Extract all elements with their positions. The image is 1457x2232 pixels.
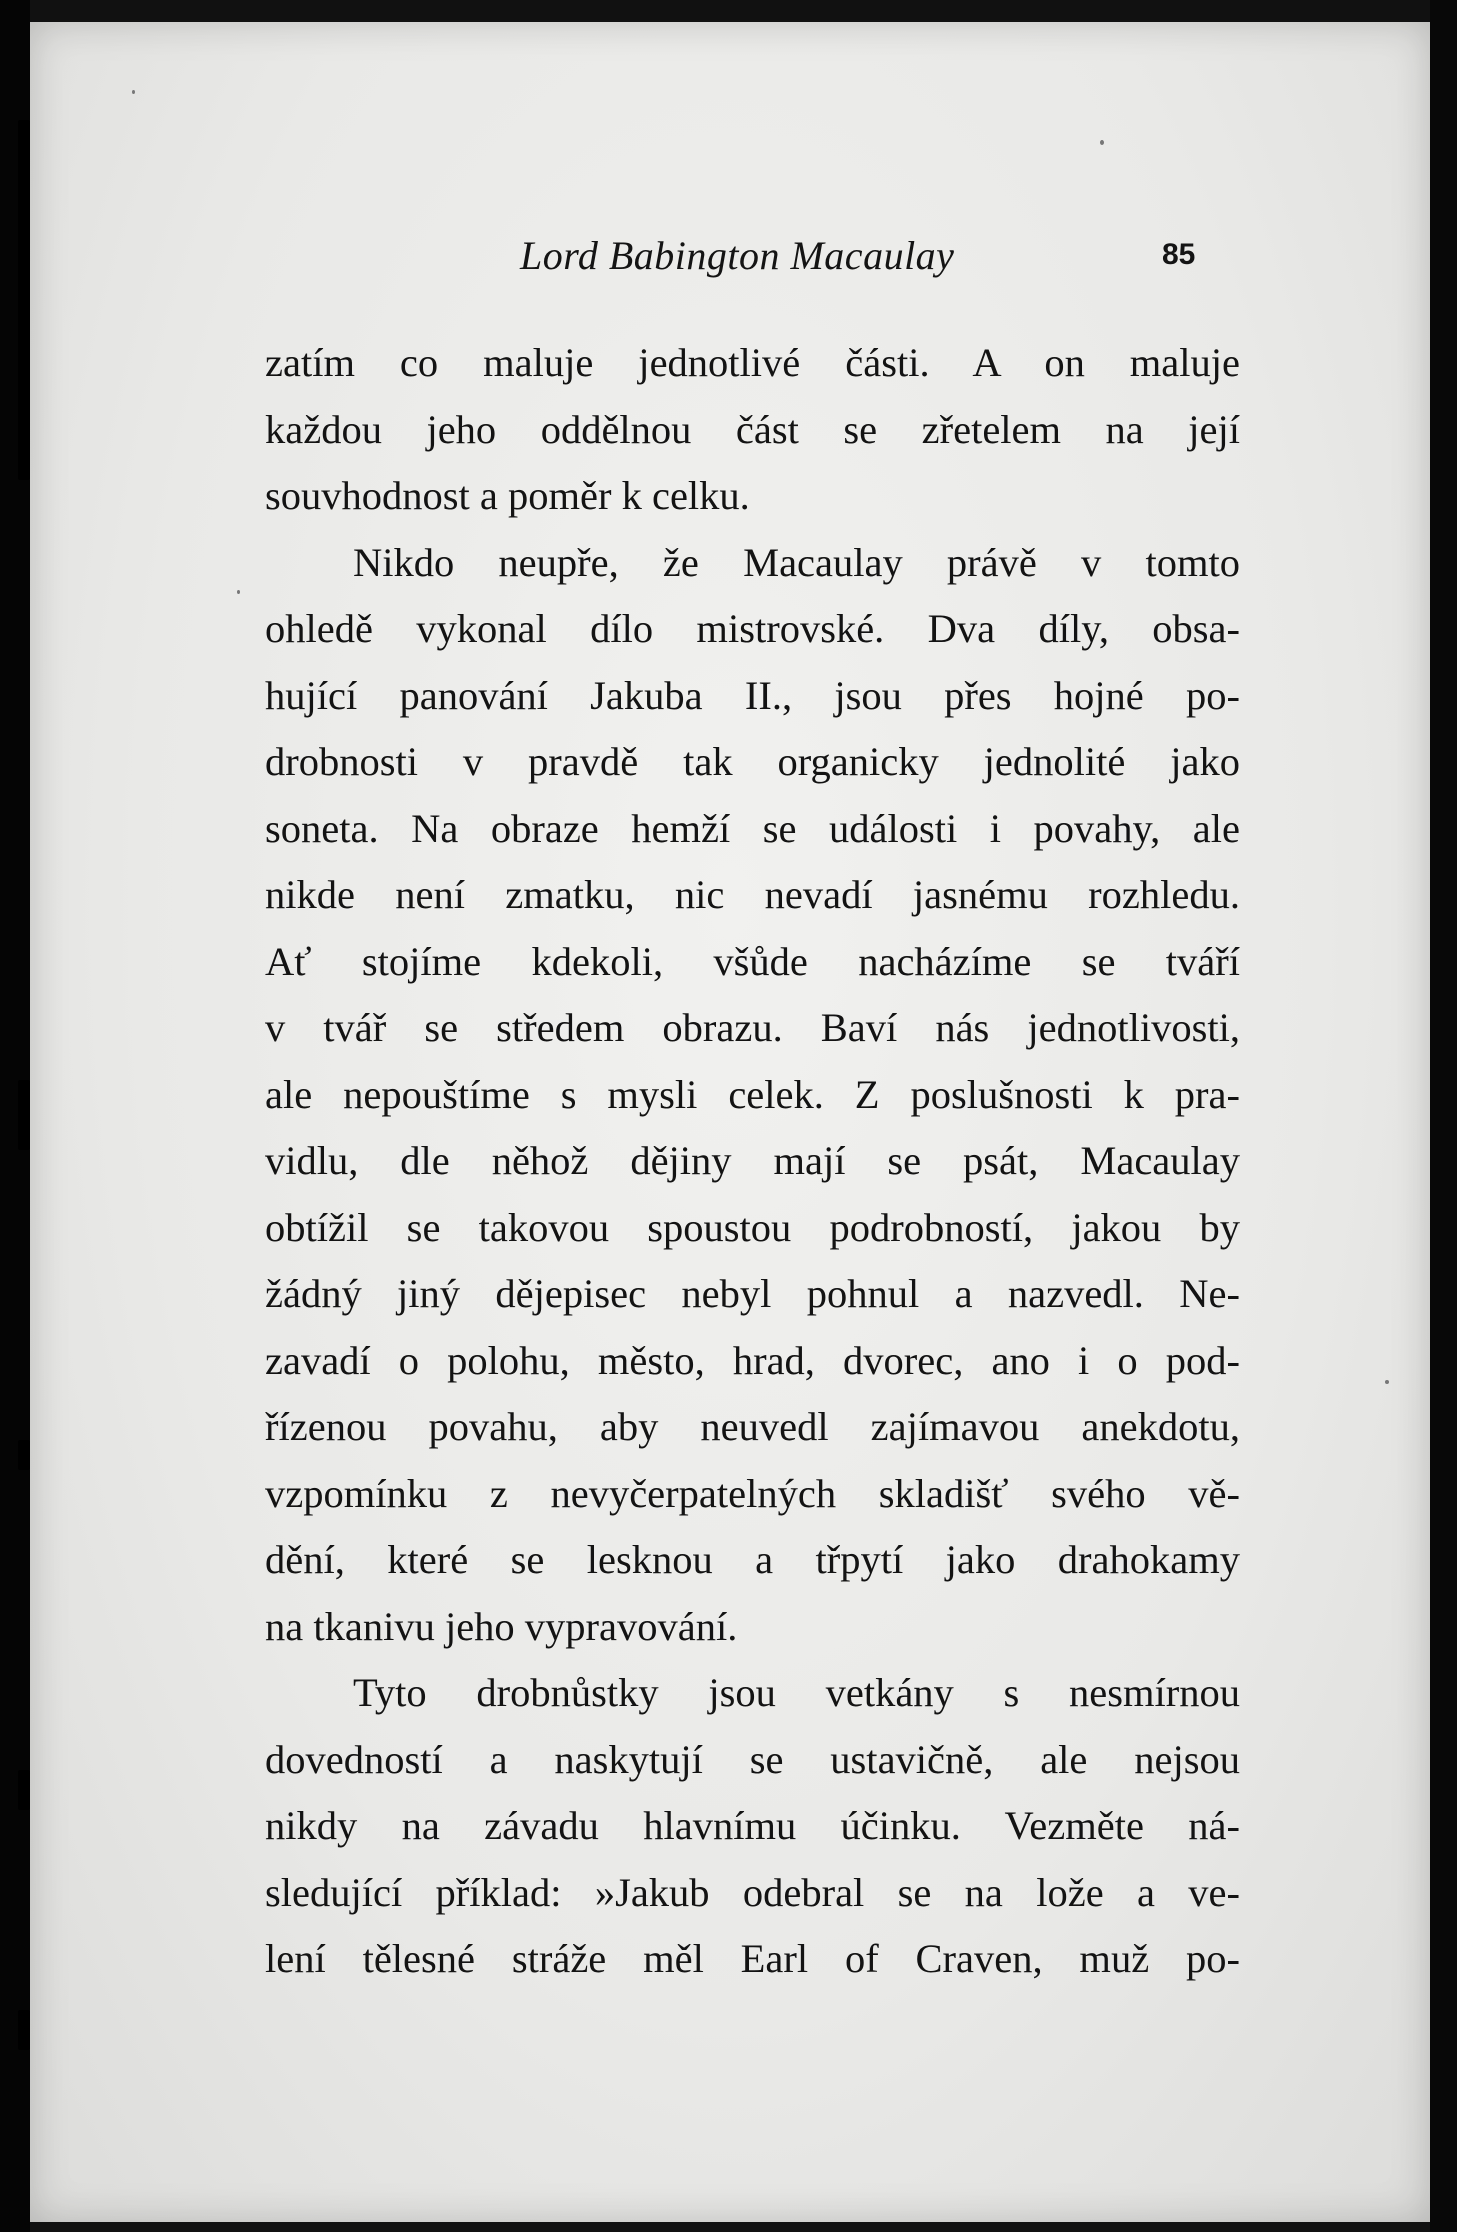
text-line: ohledě vykonal dílo mistrovské. Dva díly, obsa- <box>265 606 1240 651</box>
text-line: soneta. Na obraze hemží se události i povahy, ale <box>265 805 1240 851</box>
binding-shadow <box>18 2010 30 2050</box>
text-line: na tkanivu jeho vypravování. <box>265 1603 738 1649</box>
text-line: lení tělesné stráže měl Earl of Craven, muž po- <box>265 1936 1240 1981</box>
text-line: zatím co maluje jednotlivé části. A on maluje <box>265 340 1240 385</box>
text-line: nikdy na závadu hlavnímu účinku. Vezměte ná- <box>265 1803 1240 1848</box>
text-line: žádný jiný dějepisec nebyl pohnul a nazvedl. Ne- <box>265 1271 1240 1316</box>
text-line: obtížil se takovou spoustou podrobností, jakou by <box>265 1204 1240 1250</box>
text-line: hující panování Jakuba II., jsou přes hojné po- <box>265 672 1240 718</box>
body-text <box>265 330 1240 1993</box>
text-line: ale nepouštíme s mysli celek. Z poslušnosti k pra- <box>265 1071 1240 1117</box>
text-line: Nikdo neupře, že Macaulay právě v tomto <box>353 539 1240 585</box>
paper-speck <box>237 590 240 594</box>
text-line: vidlu, dle něhož dějiny mají se psát, Macaulay <box>265 1138 1240 1183</box>
text-line: nikde není zmatku, nic nevadí jasnému rozhledu. <box>265 872 1240 917</box>
text-line: v tvář se středem obrazu. Baví nás jednotlivosti, <box>265 1005 1240 1050</box>
running-title: Lord Babington Macaulay <box>520 233 955 278</box>
text-line: dovedností a naskytují se ustavičně, ale nejsou <box>265 1736 1240 1782</box>
text-line: Ať stojíme kdekoli, všůde nacházíme se tváří <box>265 938 1240 984</box>
binding-shadow <box>18 1770 30 1810</box>
binding-shadow <box>18 1080 30 1150</box>
scan-right-edge <box>1430 0 1457 2232</box>
text-line: drobnosti v pravdě tak organicky jednolité jako <box>265 739 1240 784</box>
paper-speck <box>1385 1380 1389 1384</box>
text-line: souvhodnost a poměr k celku. <box>265 473 750 518</box>
text-line: dění, které se lesknou a třpytí jako drahokamy <box>265 1537 1240 1582</box>
binding-shadow <box>18 120 30 480</box>
text-line: zavadí o polohu, město, hrad, dvorec, ano i o pod- <box>265 1337 1240 1383</box>
paper-speck <box>132 90 135 94</box>
binding-shadow <box>18 1440 30 1470</box>
text-line: sledující příklad: »Jakub odebral se na lože a ve- <box>265 1869 1240 1915</box>
text-line: řízenou povahu, aby neuvedl zajímavou anekdotu, <box>265 1404 1240 1449</box>
text-line: vzpomínku z nevyčerpatelných skladišť svého vě- <box>265 1470 1240 1516</box>
page-number: 85 <box>1162 238 1196 271</box>
text-line: Tyto drobnůstky jsou vetkány s nesmírnou <box>353 1670 1240 1715</box>
paper-speck <box>1100 140 1104 145</box>
text-line: každou jeho oddělnou část se zřetelem na její <box>265 406 1240 452</box>
running-head <box>0 232 1457 292</box>
